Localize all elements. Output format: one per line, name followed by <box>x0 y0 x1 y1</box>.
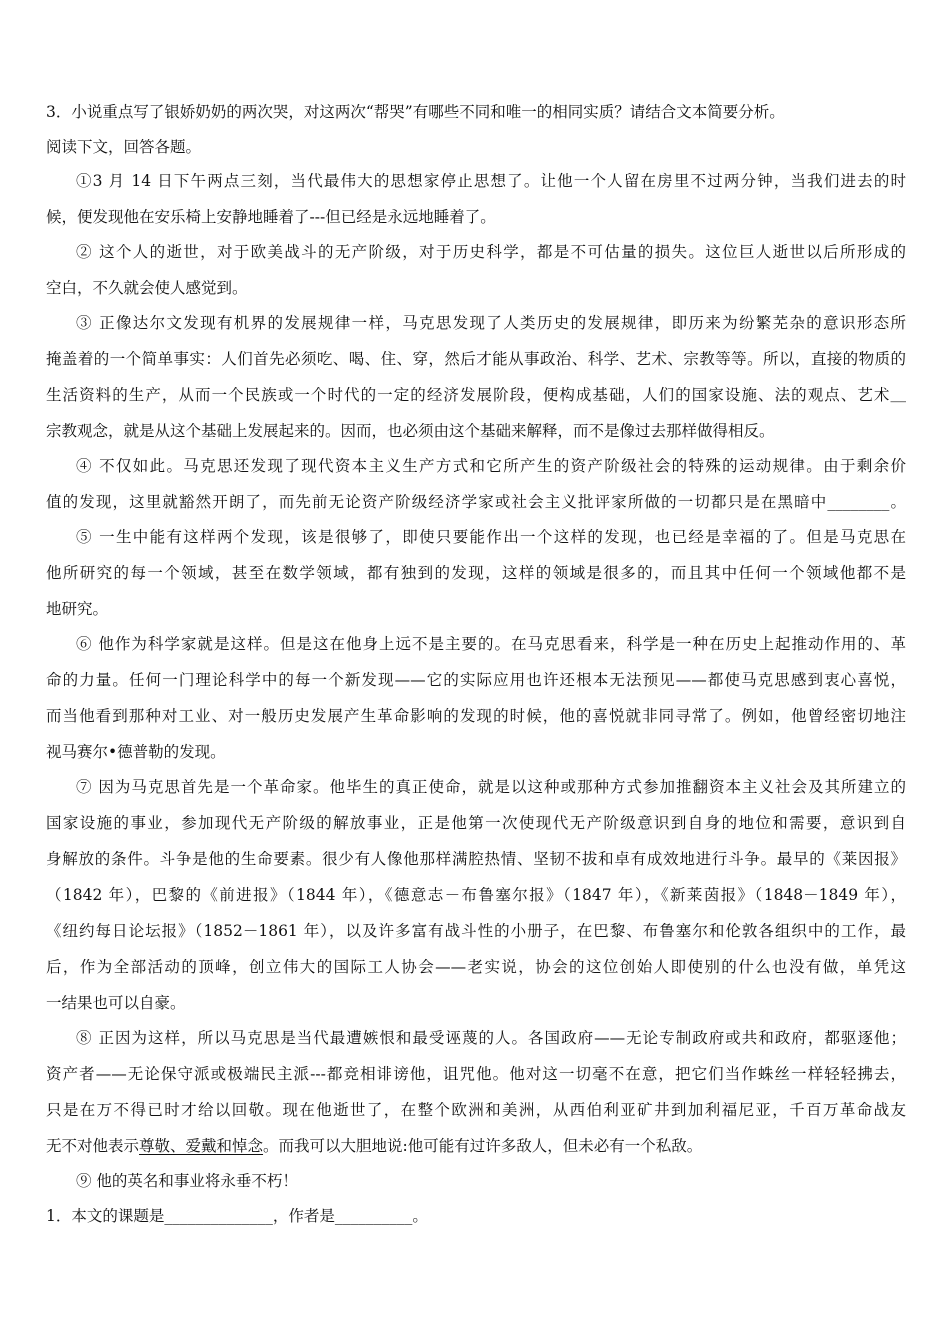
paragraph-line-text: 无不对他表示 <box>46 1137 140 1155</box>
paragraph-line: 地研究。 <box>46 600 109 618</box>
question-3: 3．小说重点写了银娇奶奶的两次哭，对这两次“帮哭”有哪些不同和唯一的相同实质？请结合文本简要分析。 <box>46 103 785 121</box>
paragraph-line: ④ 不仅如此。马克思还发现了现代资本主义生产方式和它所产生的资产阶级社会的特殊的运动规律。由于剩余价 <box>76 457 906 475</box>
paragraph-line: ⑦ 因为马克思首先是一个革命家。他毕生的真正使命，就是以这种或那种方式参加推翻资本主义社会及其所建立的 <box>76 778 906 796</box>
paragraph-line: 后，作为全部活动的顶峰，创立伟大的国际工人协会——老实说，协会的这位创始人即使别的什么也没有做，单凭这 <box>46 958 906 976</box>
paragraph-line: 候，便发现他在安乐椅上安静地睡着了---但已经是永远地睡着了。 <box>46 208 496 226</box>
paragraph-line: ⑤ 一生中能有这样两个发现，该是很够了，即使只要能作出一个这样的发现，也已经是幸福的了。但是马克思在 <box>76 528 906 546</box>
paragraph-line: 空白，不久就会使人感觉到。 <box>46 279 248 297</box>
paragraph-line: ⑧ 正因为这样，所以马克思是当代最遭嫉恨和最受诬蔑的人。各国政府——无论专制政府或共和政府，都驱逐他； <box>76 1029 906 1047</box>
paragraph-line: 他所研究的每一个领域，甚至在数学领域，都有独到的发现，这样的领域是很多的，而且其中任何一个领域他都不是 <box>46 564 906 582</box>
paragraph-line <box>46 1136 906 1156</box>
paragraph-line: 一结果也可以自豪。 <box>46 994 186 1012</box>
paragraph-line: 《纽约每日论坛报》（1852－1861 年），以及许多富有战斗性的小册子，在巴黎、布鲁塞尔和伦敦各组织中的工作，最 <box>46 922 906 940</box>
paragraph-line: 生活资料的生产，从而一个民族或一个时代的一定的经济发展阶段，便构成基础，人们的国家设施、法的观点、艺术＿ <box>46 386 906 404</box>
paragraph-line: （1842 年），巴黎的《前进报》（1844 年），《德意志－布鲁塞尔报》（1847 年），《新莱茵报》（1848－1849 年）， <box>46 886 906 904</box>
underlined-phrase: 尊敬、爱戴和悼念 <box>139 1137 264 1155</box>
paragraph-line: 视马赛尔•德普勒的发现。 <box>46 743 226 761</box>
question-1: 1．本文的课题是______________，作者是__________。 <box>46 1207 428 1225</box>
paragraph-line: 国家设施的事业，参加现代无产阶级的解放事业，正是他第一次使现代无产阶级意识到自身的地位和需要，意识到自 <box>46 814 906 832</box>
paragraph-line: 只是在万不得已时才给以回敬。现在他逝世了，在整个欧洲和美洲，从西伯利亚矿井到加利福尼亚，千百万革命战友 <box>46 1101 906 1119</box>
paragraph-line: 掩盖着的一个简单事实：人们首先必须吃、喝、住、穿，然后才能从事政治、科学、艺术、宗教等等。所以，直接的物质的 <box>46 350 906 368</box>
paragraph-line: ② 这个人的逝世，对于欧美战斗的无产阶级，对于历史科学，都是不可估量的损失。这位巨人逝世以后所形成的 <box>76 243 906 261</box>
paragraph-line: 而当他看到那种对工业、对一般历史发展产生革命影响的发现的时候，他的喜悦就非同寻常了。例如，他曾经密切地注 <box>46 707 906 725</box>
paragraph-line: 值的发现，这里就豁然开朗了，而先前无论资产阶级经济学家或社会主义批评家所做的一切都只是在黑暗中________。 <box>46 493 906 511</box>
paragraph-line: ⑨ 他的英名和事业将永垂不朽！ <box>76 1172 298 1190</box>
paragraph-line: ③ 正像达尔文发现有机界的发展规律一样，马克思发现了人类历史的发展规律，即历来为纷繁芜杂的意识形态所 <box>76 314 906 332</box>
paragraph-line: 资产者——无论保守派或极端民主派---都竞相诽谤他，诅咒他。他对这一切毫不在意，把它们当作蛛丝一样轻轻拂去， <box>46 1065 906 1083</box>
paragraph-line: ⑥ 他作为科学家就是这样。但是这在他身上远不是主要的。在马克思看来，科学是一种在历史上起推动作用的、革 <box>76 635 906 653</box>
paragraph-line-text: 。而我可以大胆地说:他可能有过许多敌人，但未必有一个私敌。 <box>263 1137 703 1155</box>
paragraph-line: 命的力量。任何一门理论科学中的每一个新发现——它的实际应用也许还根本无法预见——都使马克思感到衷心喜悦， <box>46 671 906 689</box>
paragraph-line: ①3 月 14 日下午两点三刻，当代最伟大的思想家停止思想了。让他一个人留在房里不过两分钟，当我们进去的时 <box>76 172 906 190</box>
reading-instruction: 阅读下文，回答各题。 <box>46 138 202 156</box>
paragraph-line: 宗教观念，就是从这个基础上发展起来的。因而，也必须由这个基础来解释，而不是像过去那样做得相反。 <box>46 422 775 440</box>
paragraph-line: 身解放的条件。斗争是他的生命要素。很少有人像他那样满腔热情、坚韧不拔和卓有成效地进行斗争。最早的《莱因报》 <box>46 850 906 868</box>
